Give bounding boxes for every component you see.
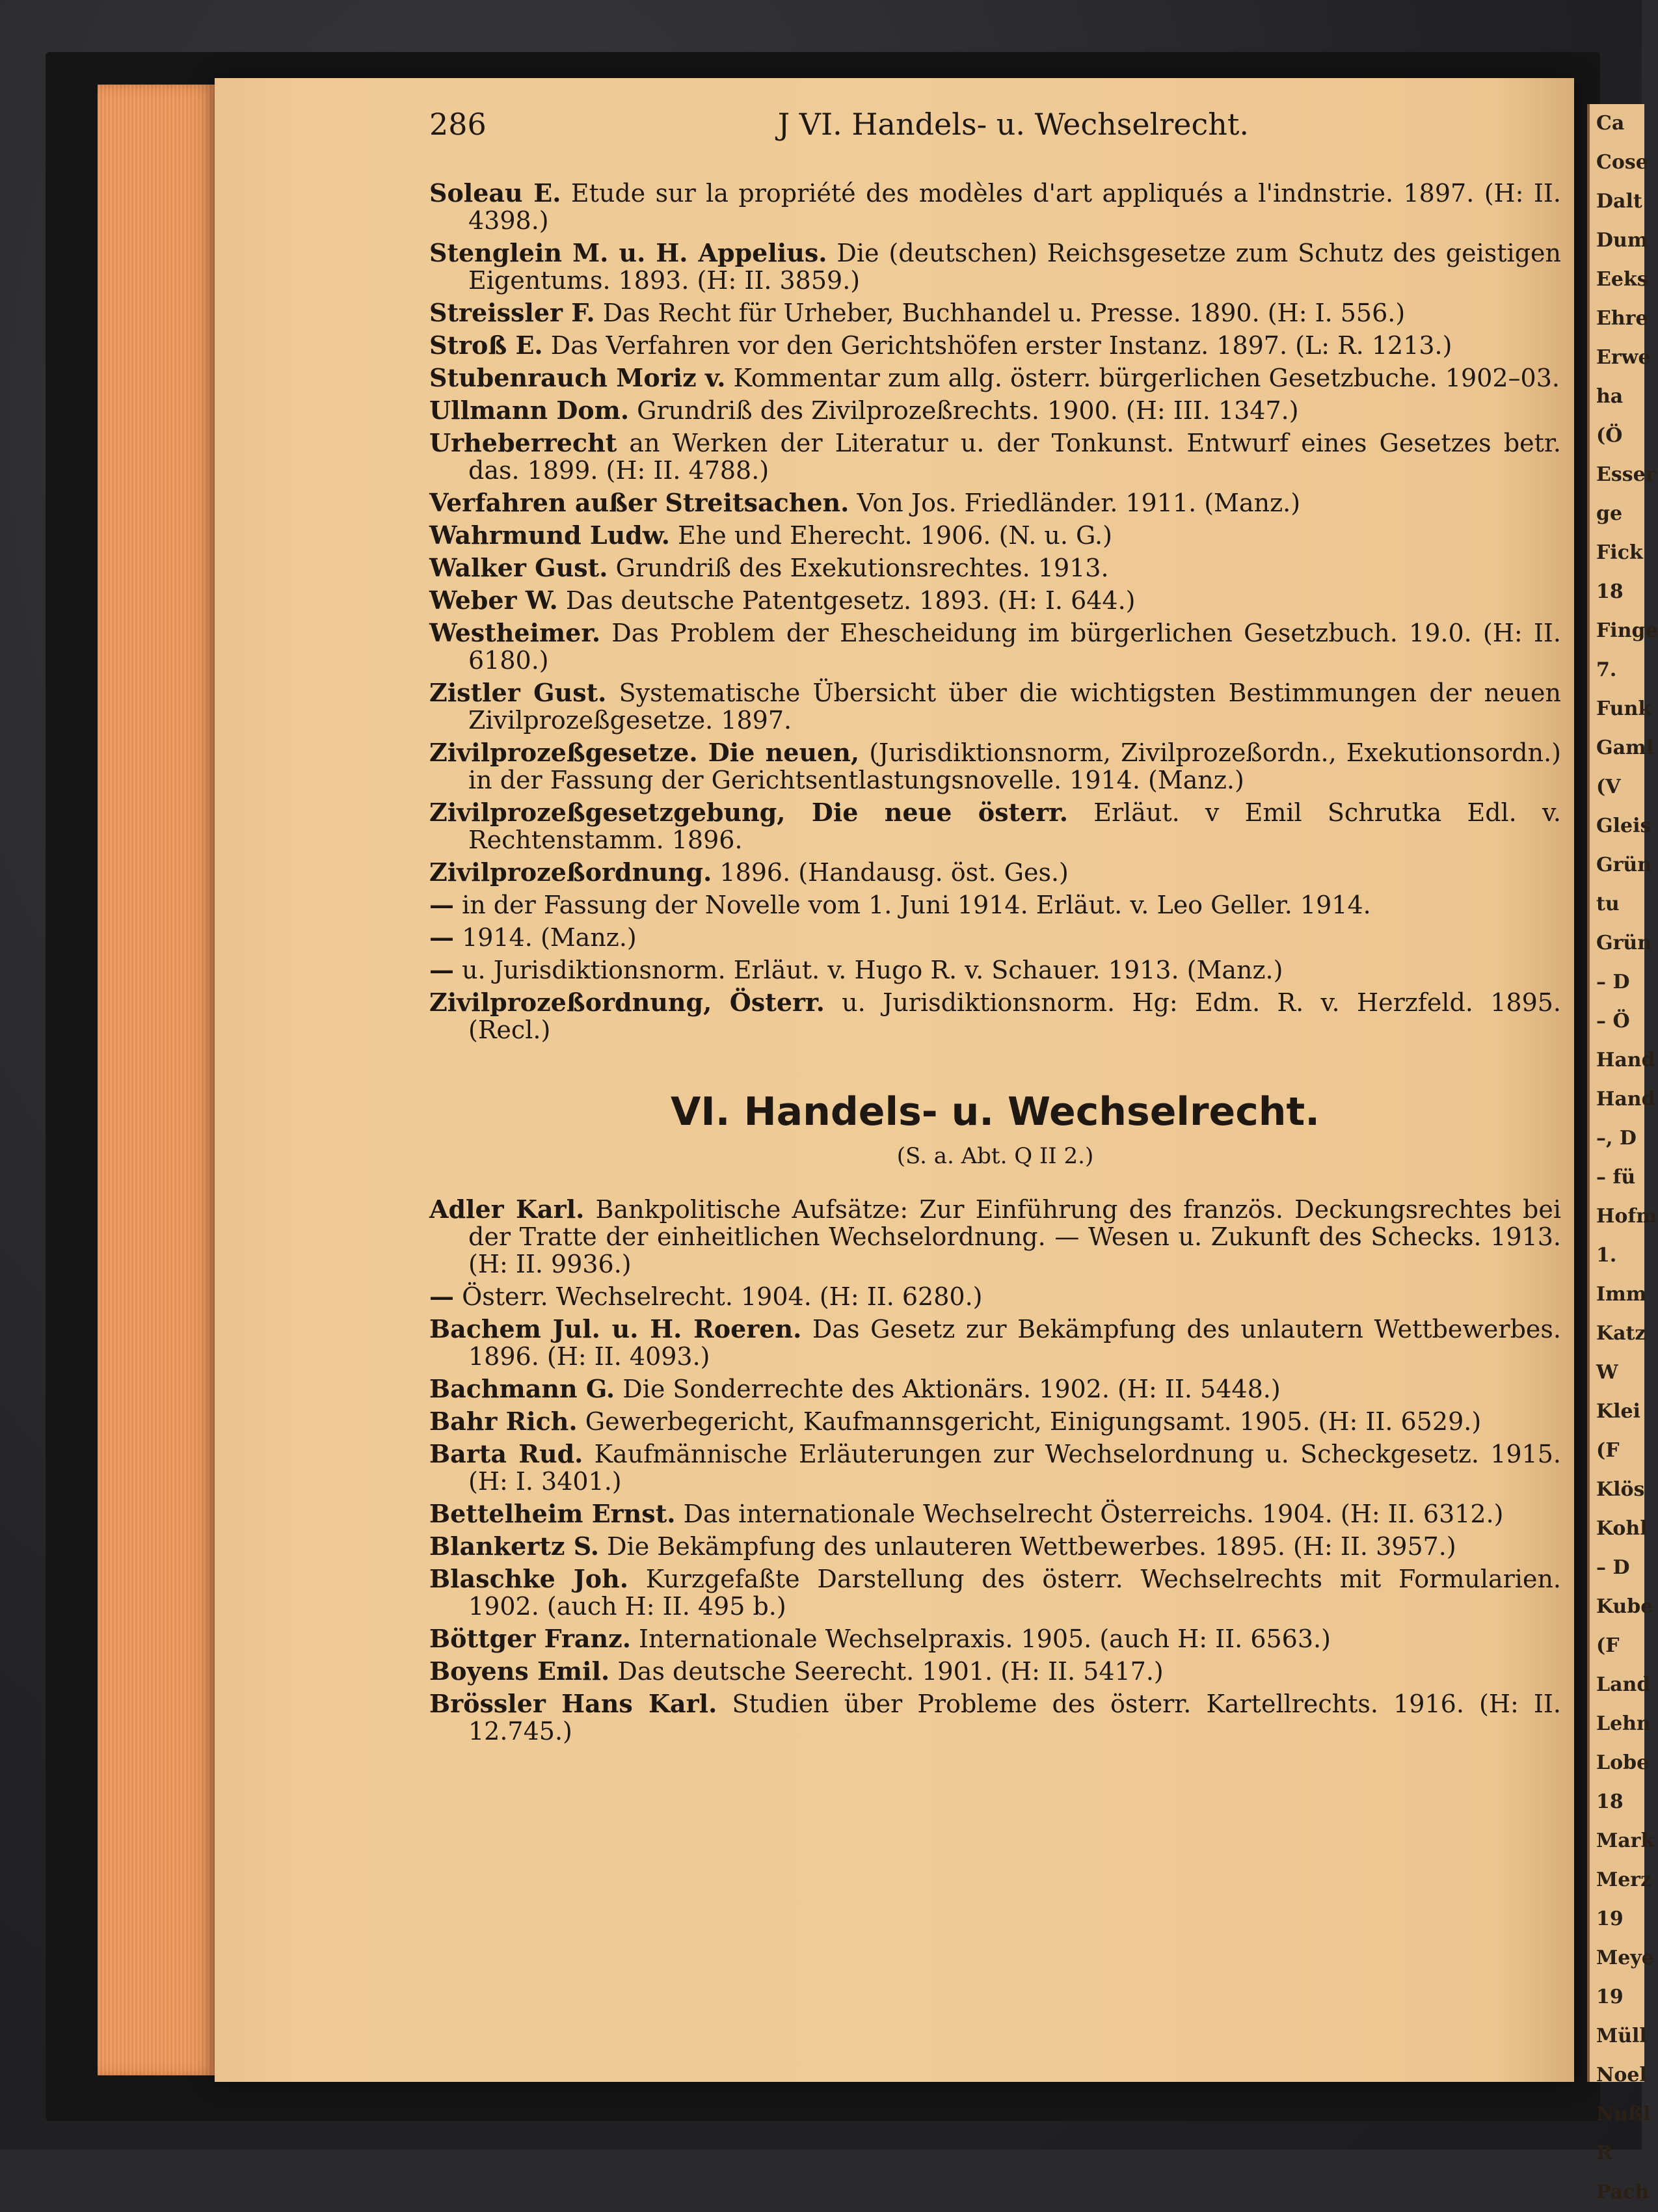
bibliography-entry	[429, 397, 1561, 424]
next-page-fragment: Grün	[1596, 854, 1652, 876]
entry-text: Kaufmännische Erläuterungen zur Wechselordnung u. Scheckgesetz. 1915. (H: I. 3401.)	[468, 1440, 1561, 1496]
bibliography-entry	[429, 332, 1561, 359]
bibliography-entry	[429, 679, 1561, 734]
next-page-fragment: 18	[1596, 580, 1624, 603]
next-page-fragment: 7.	[1596, 658, 1617, 681]
adjacent-page-strip	[1587, 104, 1658, 2204]
entry-text: Systematische Übersicht über die wichtigsten Bestimmungen der neuen Zivilprozeßgesetze. 1897.	[468, 679, 1561, 735]
entry-text: Das internationale Wechselrecht Österreichs. 1904. (H: II. 6312.)	[675, 1500, 1504, 1528]
next-page-fragment: Cose	[1596, 151, 1648, 174]
next-page-fragment: Land	[1596, 1673, 1651, 1696]
next-page-fragment: Kohl	[1596, 1517, 1648, 1540]
bibliography-entry	[429, 956, 1561, 984]
next-page-fragment: Klei	[1596, 1400, 1640, 1423]
next-page-fragment: Finge	[1596, 619, 1658, 642]
next-page-fragment: Gaml	[1596, 736, 1654, 759]
next-page-fragment: (V	[1596, 776, 1621, 798]
next-page-fragment: Ca	[1596, 112, 1625, 135]
entry-author: Westheimer.	[429, 618, 601, 647]
entry-text: Das Gesetz zur Bekämpfung des unlautern Wettbewerbes. 1896. (H: II. 4093.)	[468, 1315, 1561, 1371]
entry-text: Das Problem der Ehescheidung im bürgerlichen Gesetzbuch. 19.0. (H: II. 6180.)	[468, 619, 1561, 675]
bibliography-entry	[429, 1658, 1561, 1685]
next-page-fragment: – Ö	[1596, 1010, 1630, 1032]
entry-author: Boyens Emil.	[429, 1656, 610, 1686]
next-page-fragment: Pach	[1596, 2181, 1650, 2204]
bibliography-entry	[429, 299, 1561, 327]
bibliography-entry	[429, 239, 1561, 294]
next-page-fragment: – D	[1596, 971, 1630, 993]
entry-text: Die (deutschen) Reichsgesetze zum Schutz des geistigen Eigentums. 1893. (H: II. 3859.)	[468, 239, 1561, 295]
entry-author: Stubenrauch Moriz v.	[429, 363, 726, 392]
entry-author: Adler Karl.	[429, 1194, 585, 1224]
next-page-fragment: R	[1596, 2142, 1612, 2165]
running-header	[429, 107, 1249, 142]
entry-text: Etude sur la propriété des modèles d'art appliqués a l'indnstrie. 1897. (H: II. 4398.)	[468, 179, 1562, 235]
next-page-fragment: Hand	[1596, 1088, 1655, 1111]
entry-text: Das Recht für Urheber, Buchhandel u. Presse. 1890. (H: I. 556.)	[595, 299, 1406, 327]
bibliography-entry	[429, 619, 1561, 674]
bibliography-entry	[429, 1565, 1561, 1620]
next-page-fragment: Lobe	[1596, 1751, 1650, 1774]
next-page-fragment: tu	[1596, 893, 1620, 915]
next-page-fragment: Esser	[1596, 463, 1656, 486]
next-page-fragment: – fü	[1596, 1166, 1636, 1189]
entry-author: Barta Rud.	[429, 1439, 583, 1468]
entry-author: Blaschke Joh.	[429, 1564, 628, 1593]
bibliography-entry	[429, 924, 1561, 951]
entry-text: in der Fassung der Novelle vom 1. Juni 1914. Erläut. v. Leo Geller. 1914.	[454, 891, 1371, 919]
bibliography-entry	[429, 1196, 1561, 1278]
next-page-fragment: 19	[1596, 1908, 1624, 1930]
next-page-fragment: (Ö	[1596, 424, 1623, 447]
entry-text: Gewerbegericht, Kaufmannsgericht, Einigungsamt. 1905. (H: II. 6529.)	[577, 1407, 1482, 1436]
bibliography-entry	[429, 1533, 1561, 1560]
bibliography-entry	[429, 1315, 1561, 1370]
next-page-fragment: Mark	[1596, 1829, 1655, 1852]
next-page-fragment: Dum	[1596, 229, 1648, 252]
entry-author: Streissler F.	[429, 298, 595, 327]
next-page-fragment: Kube	[1596, 1595, 1653, 1618]
entry-author: Blankertz S.	[429, 1531, 600, 1561]
entry-author: Wahrmund Ludw.	[429, 520, 670, 550]
entry-author: Bahr Rich.	[429, 1407, 578, 1436]
next-page-fragment: –, D	[1596, 1127, 1637, 1150]
entry-text: Österr. Wechselrecht. 1904. (H: II. 6280.)	[454, 1282, 983, 1311]
bibliography-entry	[429, 554, 1561, 582]
next-page-fragment: ge	[1596, 502, 1623, 525]
entry-text: Ehe und Eherecht. 1906. (N. u. G.)	[669, 521, 1112, 550]
bibliography-entry	[429, 891, 1561, 919]
bibliography-entry	[429, 989, 1561, 1044]
entry-author: Böttger Franz.	[429, 1624, 631, 1653]
entry-author: Brössler Hans Karl.	[429, 1689, 717, 1718]
entry-author: Zistler Gust.	[429, 678, 607, 707]
entry-author: Urheberrecht	[429, 428, 617, 457]
entry-text: Internationale Wechselpraxis. 1905. (auch H: II. 6563.)	[630, 1625, 1331, 1653]
entry-author: Ullmann Dom.	[429, 396, 630, 425]
entry-text: Studien über Probleme des österr. Kartellrechts. 1916. (H: II. 12.745.)	[468, 1690, 1562, 1746]
bibliography-entry	[429, 799, 1561, 854]
next-page-fragment: Ehre	[1596, 307, 1648, 330]
next-page-fragment: Hofm	[1596, 1205, 1657, 1228]
bibliography-entry	[429, 1440, 1561, 1495]
entry-author: Bachem Jul. u. H. Roeren.	[429, 1314, 802, 1343]
page-number: 286	[429, 107, 487, 142]
entry-author: Stroß E.	[429, 330, 543, 360]
next-page-fragment: – D	[1596, 1556, 1630, 1579]
entry-author: —	[429, 955, 454, 984]
next-page-fragment: Merz	[1596, 1868, 1652, 1891]
bibliography-entry	[429, 1283, 1561, 1310]
entry-text: Kurzgefaßte Darstellung des österr. Wechselrechts mit Formularien. 1902. (auch H: II. 495 b.)	[468, 1565, 1561, 1621]
next-page-fragment: Erwe	[1596, 346, 1651, 369]
section-subtitle: (S. a. Abt. Q II 2.)	[896, 1143, 1094, 1169]
entry-author: Bettelheim Ernst.	[429, 1499, 676, 1528]
bibliography-entry	[429, 489, 1561, 517]
entry-author: Zivilprozeßordnung, Österr.	[429, 988, 825, 1017]
entry-text: 1896. (Handausg. öst. Ges.)	[712, 858, 1069, 887]
next-page-fragment: (F	[1596, 1634, 1620, 1657]
entry-author: Soleau E.	[429, 178, 561, 208]
next-page-fragment: Dalt	[1596, 190, 1642, 213]
entry-author: —	[429, 923, 454, 952]
bibliography-entry	[429, 859, 1561, 886]
bibliography-entry	[429, 1375, 1561, 1403]
entry-author: Zivilprozeßgesetzgebung, Die neue österr.	[429, 798, 1068, 827]
entry-list-bottom	[429, 1196, 1561, 1745]
entry-author: —	[429, 890, 454, 919]
next-page-fragment: Hand	[1596, 1049, 1655, 1072]
entry-text: Bankpolitische Aufsätze: Zur Einführung des französ. Deckungsrechtes bei der Tratte der einheitlichen Wechselordnung. — Wesen u. Zukunft des Schecks. 1913. (H: II. 9936.)	[468, 1195, 1561, 1278]
entry-text: Die Sonderrechte des Aktionärs. 1902. (H: II. 5448.)	[615, 1375, 1281, 1403]
entry-text: Kommentar zum allg. österr. bürgerlichen Gesetzbuche. 1902–03.	[725, 364, 1560, 392]
entry-text: Grundriß des Exekutionsrechtes. 1913.	[608, 554, 1109, 582]
next-page-fragment: Fick	[1596, 541, 1643, 564]
page-edges	[98, 85, 221, 2075]
entry-text: Von Jos. Friedländer. 1911. (Manz.)	[849, 489, 1301, 517]
bibliography-entry	[429, 522, 1561, 549]
bibliography-entry	[429, 739, 1561, 794]
next-page-fragment: 18	[1596, 1790, 1624, 1813]
bibliography-entry	[429, 1690, 1561, 1745]
entry-author: Stenglein M. u. H. Appelius.	[429, 238, 827, 267]
section-title: VI. Handels- u. Wechselrecht.	[671, 1089, 1320, 1135]
entry-text: u. Jurisdiktionsnorm. Hg: Edm. R. v. Herzfeld. 1895. (Recl.)	[468, 988, 1561, 1044]
entry-author: Walker Gust.	[429, 553, 608, 582]
entry-text: (Jurisdiktionsnorm, Zivilprozeßordn., Exekutionsordn.) in der Fassung der Gerichtsentlastungsnovelle. 1914. (Manz.)	[468, 738, 1561, 794]
next-page-fragment: Lehn	[1596, 1712, 1651, 1735]
entry-list-top	[429, 180, 1561, 1044]
entry-author: —	[429, 1282, 454, 1311]
entry-author: Weber W.	[429, 586, 558, 615]
next-page-fragment: Klös	[1596, 1478, 1645, 1501]
next-page-fragment: Noel	[1596, 2064, 1647, 2086]
page-text	[429, 107, 1562, 1750]
entry-text: Das deutsche Seerecht. 1901. (H: II. 5417.)	[609, 1657, 1164, 1686]
next-page-fragment: Meye	[1596, 1947, 1654, 1969]
running-title: J VI. Handels- u. Wechselrecht.	[777, 107, 1249, 142]
bibliography-entry	[429, 587, 1561, 614]
entry-author: Verfahren außer Streitsachen.	[429, 488, 849, 517]
entry-author: Zivilprozeßordnung.	[429, 857, 712, 887]
entry-text: Die Bekämpfung des unlauteren Wettbewerbes. 1895. (H: II. 3957.)	[599, 1532, 1456, 1561]
bibliography-entry	[429, 1500, 1561, 1528]
next-page-fragment: Grün	[1596, 932, 1652, 954]
bibliography-entry	[429, 1408, 1561, 1435]
bibliography-entry	[429, 429, 1561, 484]
bibliography-entry	[429, 1625, 1561, 1652]
entry-text: Das deutsche Patentgesetz. 1893. (H: I. 644.)	[557, 586, 1136, 615]
next-page-fragment: Imm	[1596, 1283, 1647, 1306]
next-page-fragment: W	[1596, 1361, 1618, 1384]
entry-text: an Werken der Literatur u. der Tonkunst. Entwurf eines Gesetzes betr. das. 1899. (H: II. 4788.)	[468, 429, 1561, 485]
next-page-fragment: Gleis	[1596, 815, 1651, 837]
bibliography-entry	[429, 364, 1561, 392]
next-page-fragment: ha	[1596, 385, 1624, 408]
next-page-fragment: Nußl	[1596, 2103, 1651, 2125]
next-page-fragment: 19	[1596, 1986, 1624, 2008]
entry-text: Das Verfahren vor den Gerichtshöfen erster Instanz. 1897. (L: R. 1213.)	[542, 331, 1452, 360]
next-page-fragment: 1.	[1596, 1244, 1617, 1267]
next-page-fragment: Katz	[1596, 1322, 1646, 1345]
entry-text: Grundriß des Zivilprozeßrechts. 1900. (H: III. 1347.)	[629, 396, 1299, 425]
entry-author: Zivilprozeßgesetze. Die neuen,	[429, 738, 860, 767]
next-page-fragment: Eeks	[1596, 268, 1648, 291]
entry-author: Bachmann G.	[429, 1374, 615, 1403]
bibliography-entry	[429, 180, 1561, 234]
entry-text: 1914. (Manz.)	[454, 923, 637, 952]
next-page-fragment: Müll	[1596, 2025, 1647, 2047]
entry-text: u. Jurisdiktionsnorm. Erläut. v. Hugo R. v. Schauer. 1913. (Manz.)	[454, 956, 1283, 984]
entry-text: Erläut. v Emil Schrutka Edl. v. Rechtenstamm. 1896.	[468, 798, 1561, 854]
next-page-fragment: (F	[1596, 1439, 1620, 1462]
next-page-fragment: Funk	[1596, 697, 1652, 720]
